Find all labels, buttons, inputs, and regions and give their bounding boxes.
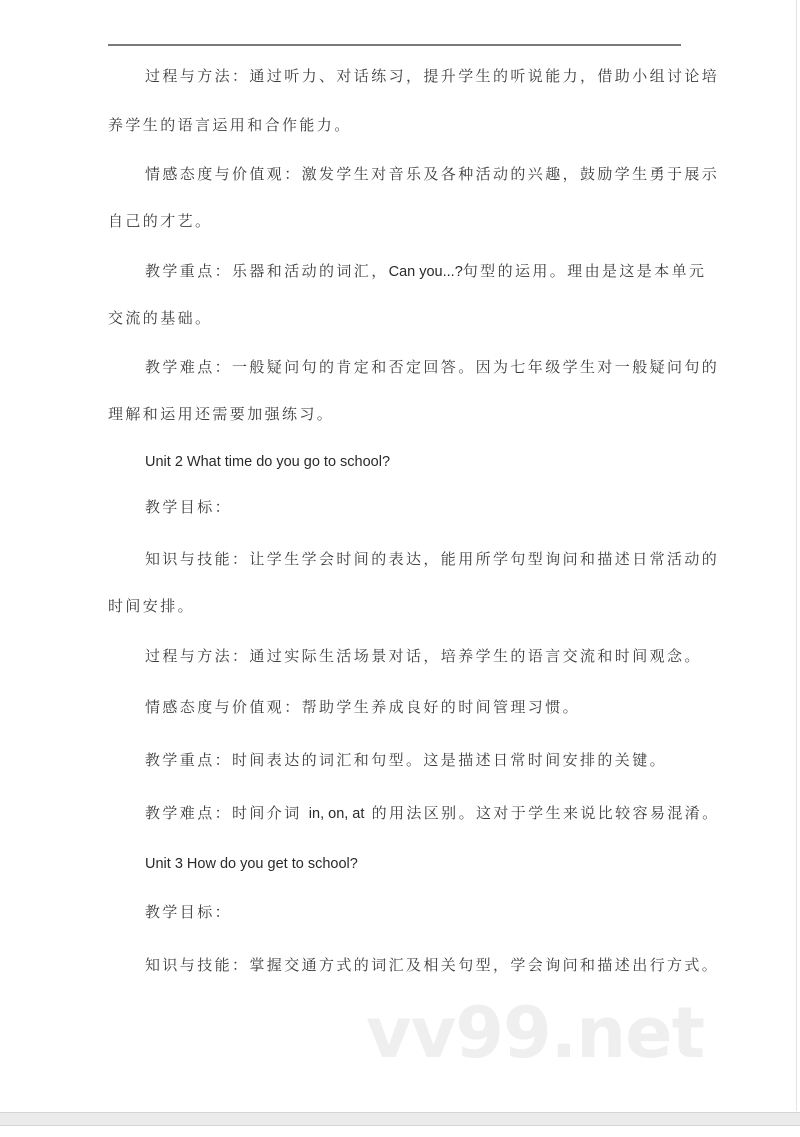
unit-3-objectives-label: 教学目标： [145, 903, 233, 921]
paragraph-key-point-line-2: 交流的基础。 [108, 309, 213, 327]
key-point-text-before: 教学重点：乐器和活动的词汇， [145, 262, 389, 280]
header-rule [108, 44, 681, 46]
paragraph-process-line-2: 养学生的语言运用和合作能力。 [108, 116, 352, 134]
unit-2-knowledge-line-1: 知识与技能：让学生学会时间的表达，能用所学句型询问和描述日常活动的 [145, 550, 720, 568]
unit-2-attitude: 情感态度与价值观：帮助学生养成良好的时间管理习惯。 [145, 698, 581, 716]
paragraph-difficulty-line-1: 教学难点：一般疑问句的肯定和否定回答。因为七年级学生对一般疑问句的 [145, 358, 720, 376]
unit-2-knowledge-line-2: 时间安排。 [108, 597, 196, 615]
difficulty-text-after: 的用法区别。这对于学生来说比较容易混淆。 [364, 804, 720, 822]
difficulty-text-before: 教学难点：时间介词 [145, 804, 309, 822]
unit-2-key-point: 教学重点：时间表达的词汇和句型。这是描述日常时间安排的关键。 [145, 751, 668, 769]
unit-2-objectives-label: 教学目标： [145, 498, 233, 516]
paragraph-process-line-1: 过程与方法：通过听力、对话练习，提升学生的听说能力，借助小组讨论培 [145, 67, 720, 85]
page-separator [0, 1112, 800, 1126]
unit-2-difficulty [145, 803, 720, 824]
key-point-latin: Can you...? [388, 264, 463, 280]
difficulty-latin: in, on, at [308, 806, 365, 822]
unit-2-heading: Unit 2 What time do you go to school? [145, 454, 391, 470]
unit-3-heading: Unit 3 How do you get to school? [145, 856, 358, 872]
paragraph-attitude-line-2: 自己的才艺。 [108, 212, 213, 230]
paragraph-key-point-line-1 [145, 261, 706, 282]
unit-3-knowledge: 知识与技能：掌握交通方式的词汇及相关句型，学会询问和描述出行方式。 [145, 956, 720, 974]
watermark: vv99.net [366, 992, 705, 1074]
paragraph-attitude-line-1: 情感态度与价值观：激发学生对音乐及各种活动的兴趣，鼓励学生勇于展示 [145, 165, 720, 183]
unit-2-process: 过程与方法：通过实际生活场景对话，培养学生的语言交流和时间观念。 [145, 647, 702, 665]
key-point-text-after: 句型的运用。理由是这是本单元 [462, 262, 707, 280]
paragraph-difficulty-line-2: 理解和运用还需要加强练习。 [108, 405, 335, 423]
